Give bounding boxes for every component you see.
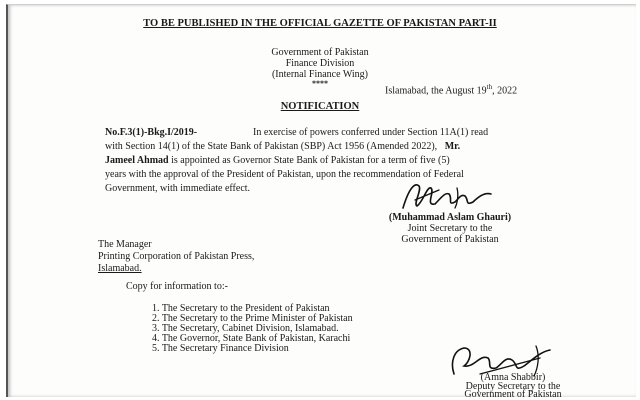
body-line-5: Government, with immediate effect.: [105, 183, 251, 194]
signatory-1-title-1: Joint Secretary to the: [407, 223, 493, 234]
body-line-1: In exercise of powers conferred under Section 11A(1) read: [253, 127, 489, 138]
copy-list-item-4: 4. The Governor, State Bank of Pakistan, Karachi: [152, 333, 351, 344]
notification-title: NOTIFICATION: [280, 101, 360, 112]
govt-line: Government of Pakistan: [271, 47, 369, 58]
addressee-line-2: Printing Corporation of Pakistan Press,: [98, 251, 255, 262]
signatory-2-title-1: Deputy Secretary to the: [465, 381, 561, 392]
signatory-1-title-2: Government of Pakistan: [401, 234, 499, 245]
addressee-line-3: Islamabad.: [98, 263, 142, 274]
copy-line: Copy for information to:-: [126, 281, 228, 292]
body-line-2: with Section 14(1) of the State Bank of Pakistan (SBP) Act 1956 (Amended 2022), Mr.: [105, 141, 461, 152]
date-line: Islamabad, the August 19th, 2022: [385, 83, 518, 97]
signatory-1-name: (Muhammad Aslam Ghauri): [388, 212, 512, 223]
copy-list-item-5: 5. The Secretary Finance Division: [152, 343, 289, 354]
signatory-2-name: (Amna Shabbir): [480, 372, 546, 383]
copy-list-item-2: 2. The Secretary to the Prime Minister of Pakistan: [152, 313, 353, 324]
division-line: Finance Division: [285, 58, 355, 69]
copy-list-item-1: 1. The Secretary to the President of Pakistan: [152, 303, 330, 314]
copy-list-item-3: 3. The Secretary, Cabinet Division, Islamabad.: [152, 323, 339, 334]
body-line-4: years with the approval of the President of Pakistan, upon the recommendation of Federal: [105, 169, 464, 180]
reference-number: No.F.3(1)-Bkg.I/2019-: [105, 127, 198, 138]
gazette-headline: TO BE PUBLISHED IN THE OFFICIAL GAZETTE OF PAKISTAN PART-II: [143, 18, 497, 29]
addressee-line-1: The Manager: [98, 239, 152, 250]
stars-line: ****: [312, 79, 328, 88]
wing-line: (Internal Finance Wing): [271, 69, 369, 80]
body-line-3: Jameel Ahmad is appointed as Governor State Bank of Pakistan for a term of five (5): [105, 155, 450, 166]
signatory-2-title-2: Government of Pakistan: [464, 389, 562, 400]
signature-1-image: [395, 178, 505, 216]
